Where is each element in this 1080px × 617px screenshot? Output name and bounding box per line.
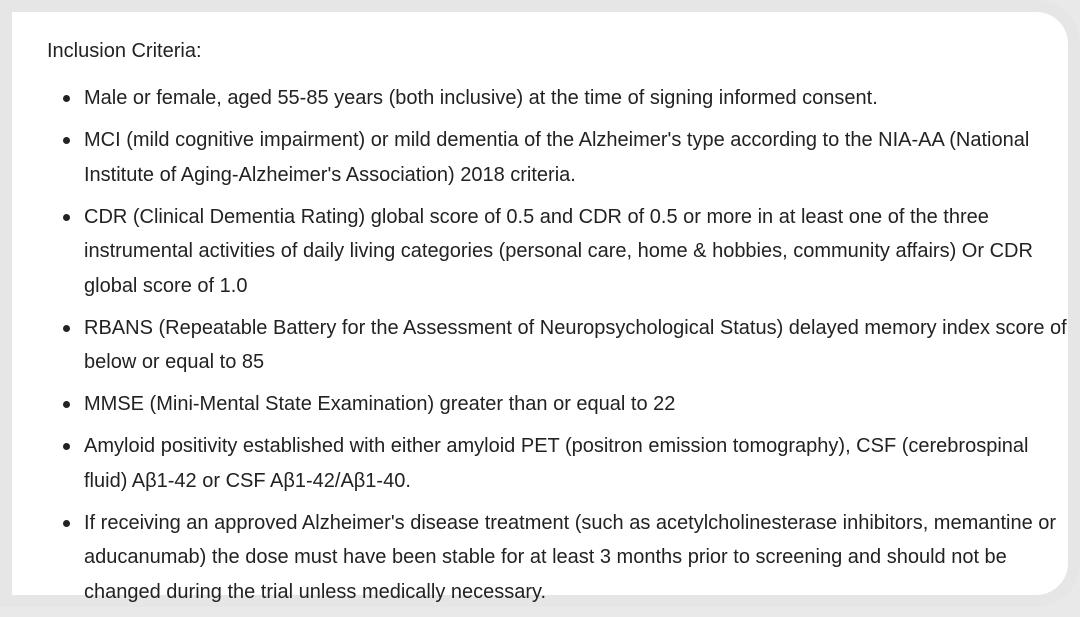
- bullet-icon: [63, 443, 70, 450]
- bullet-icon: [63, 137, 70, 144]
- criteria-text: MMSE (Mini-Mental State Examination) greater than or equal to 22: [84, 393, 676, 415]
- criteria-item: [47, 81, 1067, 116]
- inclusion-criteria-list: [47, 81, 1067, 617]
- criteria-item: [47, 311, 1067, 380]
- criteria-item: [47, 506, 1067, 610]
- criteria-text: CDR (Clinical Dementia Rating) global score of 0.5 and CDR of 0.5 or more in at least one of the three instrumental activities of daily living categories (personal care, home & hobbies, community affairs) Or CDR global score of 1.0: [84, 205, 1033, 297]
- criteria-text: RBANS (Repeatable Battery for the Assessment of Neuropsychological Status) delayed memory index score of below or equal to 85: [84, 316, 1067, 373]
- bullet-icon: [63, 325, 70, 332]
- criteria-text: If receiving an approved Alzheimer's disease treatment (such as acetylcholinesterase inhibitors, memantine or aducanumab) the dose must have been stable for at least 3 months prior to screening and should not be changed during the trial unless medically necessary.: [84, 511, 1057, 603]
- criteria-item: [47, 200, 1067, 304]
- criteria-text: MCI (mild cognitive impairment) or mild dementia of the Alzheimer's type according to the NIA-AA (National Institute of Aging-Alzheimer's Association) 2018 criteria.: [84, 129, 1030, 186]
- criteria-text: Amyloid positivity established with either amyloid PET (positron emission tomography), CSF (cerebrospinal fluid) Aβ1-42 or CSF Aβ1-42/Aβ1-40.: [84, 435, 1029, 492]
- criteria-text: Male or female, aged 55-85 years (both inclusive) at the time of signing informed consent.: [84, 87, 878, 109]
- criteria-card: [21, 21, 1067, 603]
- section-heading: Inclusion Criteria:: [47, 40, 202, 62]
- bullet-icon: [63, 401, 70, 408]
- bullet-icon: [63, 214, 70, 221]
- criteria-item: [47, 429, 1067, 498]
- criteria-item: [47, 387, 1067, 422]
- bullet-icon: [63, 520, 70, 527]
- criteria-item: [47, 123, 1067, 192]
- bullet-icon: [63, 95, 70, 102]
